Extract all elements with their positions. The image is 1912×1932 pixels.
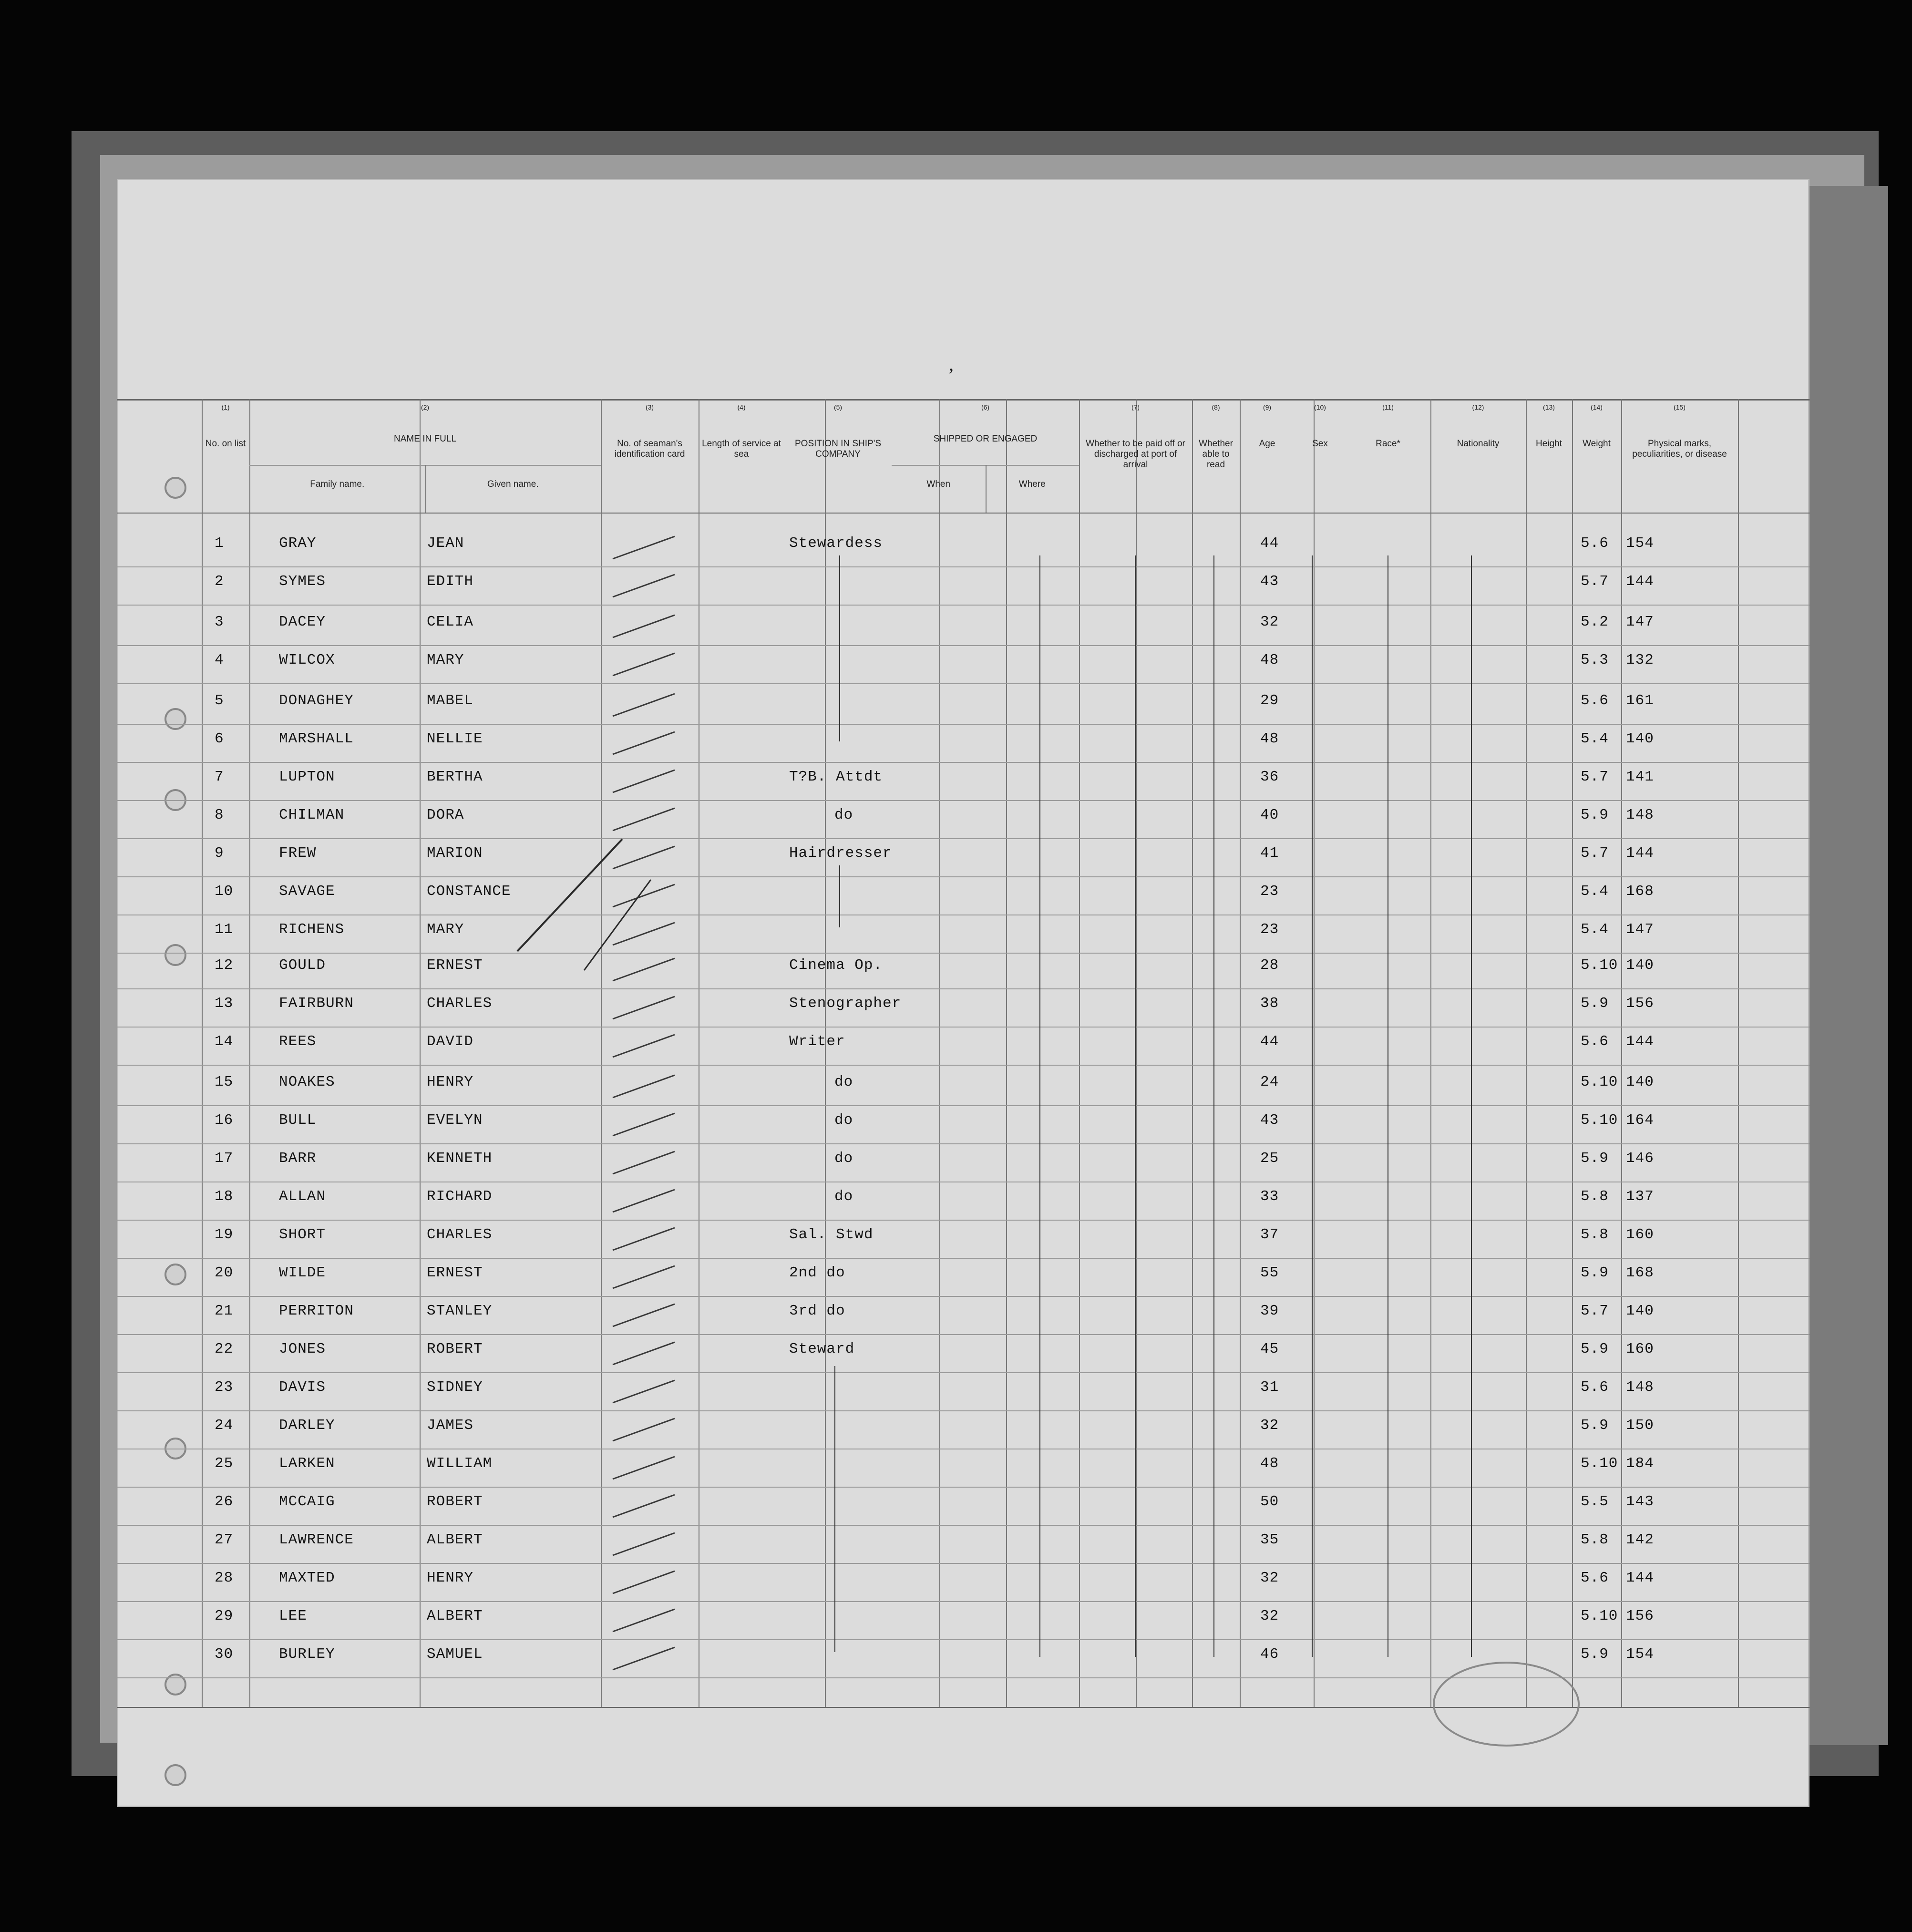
weight: 142 xyxy=(1626,1531,1654,1548)
age: 35 xyxy=(1260,1531,1279,1548)
position: Cinema Op. xyxy=(789,957,883,974)
list-number: 11 xyxy=(215,921,234,938)
weight: 184 xyxy=(1626,1455,1654,1472)
weight: 144 xyxy=(1626,1033,1654,1050)
list-number: 12 xyxy=(215,957,234,974)
weight: 160 xyxy=(1626,1341,1654,1357)
list-number: 2 xyxy=(215,573,224,590)
height: 5.10 xyxy=(1581,957,1618,974)
list-number: 7 xyxy=(215,769,224,785)
weight: 143 xyxy=(1626,1493,1654,1510)
weight: 147 xyxy=(1626,614,1654,630)
weight: 156 xyxy=(1626,995,1654,1012)
check-marks xyxy=(117,179,1809,1807)
height: 5.6 xyxy=(1581,692,1609,709)
family-name: LEE xyxy=(279,1608,307,1624)
given-name: DORA xyxy=(427,807,464,823)
column-header: Height xyxy=(1536,439,1562,449)
column-header: Whether able to read xyxy=(1199,439,1233,470)
age: 40 xyxy=(1260,807,1279,823)
background-sheet-edge xyxy=(1798,186,1888,1745)
weight: 168 xyxy=(1626,1264,1654,1281)
family-name: WILDE xyxy=(279,1264,326,1281)
given-name: JAMES xyxy=(427,1417,474,1434)
family-name: BARR xyxy=(279,1150,317,1167)
column-header: Nationality xyxy=(1457,439,1500,449)
list-number: 22 xyxy=(215,1341,234,1357)
weight: 148 xyxy=(1626,1379,1654,1396)
list-number: 6 xyxy=(215,730,224,747)
family-name: MAXTED xyxy=(279,1570,335,1586)
height: 5.6 xyxy=(1581,1379,1609,1396)
age: 50 xyxy=(1260,1493,1279,1510)
list-number: 19 xyxy=(215,1226,234,1243)
weight: 161 xyxy=(1626,692,1654,709)
family-name: ALLAN xyxy=(279,1188,326,1205)
list-number: 27 xyxy=(215,1531,234,1548)
height: 5.9 xyxy=(1581,1264,1609,1281)
given-name: CHARLES xyxy=(427,995,493,1012)
list-number: 5 xyxy=(215,692,224,709)
age: 28 xyxy=(1260,957,1279,974)
position: Writer xyxy=(789,1033,845,1050)
column-number: (14) xyxy=(1591,403,1603,411)
given-name: HENRY xyxy=(427,1570,474,1586)
given-name: KENNETH xyxy=(427,1150,493,1167)
height: 5.10 xyxy=(1581,1455,1618,1472)
family-name: LAWRENCE xyxy=(279,1531,354,1548)
column-subheader: Given name. xyxy=(487,479,539,489)
weight: 144 xyxy=(1626,1570,1654,1586)
age: 48 xyxy=(1260,730,1279,747)
height: 5.10 xyxy=(1581,1112,1618,1129)
column-header: SHIPPED OR ENGAGED xyxy=(933,434,1038,444)
height: 5.6 xyxy=(1581,1033,1609,1050)
column-number: (7) xyxy=(1131,403,1140,411)
list-number: 17 xyxy=(215,1150,234,1167)
position: Hairdresser xyxy=(789,845,892,862)
weight: 164 xyxy=(1626,1112,1654,1129)
age: 32 xyxy=(1260,614,1279,630)
height: 5.4 xyxy=(1581,921,1609,938)
weight: 168 xyxy=(1626,883,1654,900)
weight: 150 xyxy=(1626,1417,1654,1434)
height: 5.9 xyxy=(1581,1646,1609,1663)
height: 5.9 xyxy=(1581,1341,1609,1357)
family-name: CHILMAN xyxy=(279,807,345,823)
age: 43 xyxy=(1260,573,1279,590)
weight: 132 xyxy=(1626,652,1654,668)
age: 45 xyxy=(1260,1341,1279,1357)
list-number: 28 xyxy=(215,1570,234,1586)
age: 24 xyxy=(1260,1074,1279,1090)
given-name: HENRY xyxy=(427,1074,474,1090)
age: 48 xyxy=(1260,1455,1279,1472)
column-number: (2) xyxy=(421,403,430,411)
column-header: Age xyxy=(1259,439,1275,449)
weight: 141 xyxy=(1626,769,1654,785)
column-number: (3) xyxy=(645,403,654,411)
age: 44 xyxy=(1260,535,1279,552)
given-name: ERNEST xyxy=(427,1264,483,1281)
family-name: JONES xyxy=(279,1341,326,1357)
weight: 137 xyxy=(1626,1188,1654,1205)
weight: 140 xyxy=(1626,957,1654,974)
given-name: EVELYN xyxy=(427,1112,483,1129)
column-header: No. of seaman's identification card xyxy=(614,439,685,459)
weight: 140 xyxy=(1626,730,1654,747)
height: 5.9 xyxy=(1581,1417,1609,1434)
position: T?B. Attdt xyxy=(789,769,883,785)
height: 5.5 xyxy=(1581,1493,1609,1510)
height: 5.3 xyxy=(1581,652,1609,668)
given-name: MARY xyxy=(427,921,464,938)
age: 32 xyxy=(1260,1608,1279,1624)
age: 48 xyxy=(1260,652,1279,668)
given-name: EDITH xyxy=(427,573,474,590)
family-name: BULL xyxy=(279,1112,317,1129)
family-name: SYMES xyxy=(279,573,326,590)
given-name: CONSTANCE xyxy=(427,883,511,900)
given-name: SIDNEY xyxy=(427,1379,483,1396)
column-header: Physical marks, peculiarities, or disease xyxy=(1632,439,1727,459)
weight: 154 xyxy=(1626,535,1654,552)
given-name: MABEL xyxy=(427,692,474,709)
family-name: DAVIS xyxy=(279,1379,326,1396)
list-number: 25 xyxy=(215,1455,234,1472)
given-name: CELIA xyxy=(427,614,474,630)
height: 5.7 xyxy=(1581,769,1609,785)
weight: 144 xyxy=(1626,845,1654,862)
given-name: JEAN xyxy=(427,535,464,552)
height: 5.6 xyxy=(1581,535,1609,552)
given-name: SAMUEL xyxy=(427,1646,483,1663)
list-number: 3 xyxy=(215,614,224,630)
given-name: CHARLES xyxy=(427,1226,493,1243)
list-number: 4 xyxy=(215,652,224,668)
list-number: 23 xyxy=(215,1379,234,1396)
weight: 154 xyxy=(1626,1646,1654,1663)
family-name: MCCAIG xyxy=(279,1493,335,1510)
family-name: DONAGHEY xyxy=(279,692,354,709)
given-name: ROBERT xyxy=(427,1341,483,1357)
given-name: STANLEY xyxy=(427,1303,493,1319)
list-number: 1 xyxy=(215,535,224,552)
column-number: (4) xyxy=(737,403,746,411)
weight: 156 xyxy=(1626,1608,1654,1624)
height: 5.2 xyxy=(1581,614,1609,630)
family-name: GOULD xyxy=(279,957,326,974)
column-number: (12) xyxy=(1472,403,1484,411)
height: 5.7 xyxy=(1581,573,1609,590)
family-name: RICHENS xyxy=(279,921,345,938)
given-name: MARY xyxy=(427,652,464,668)
height: 5.9 xyxy=(1581,995,1609,1012)
family-name: LUPTON xyxy=(279,769,335,785)
height: 5.8 xyxy=(1581,1188,1609,1205)
weight: 140 xyxy=(1626,1074,1654,1090)
age: 41 xyxy=(1260,845,1279,862)
position: do xyxy=(834,1074,853,1090)
given-name: BERTHA xyxy=(427,769,483,785)
family-name: PERRITON xyxy=(279,1303,354,1319)
column-header: NAME IN FULL xyxy=(394,434,456,444)
column-number: (10) xyxy=(1314,403,1326,411)
column-header: Length of service at sea xyxy=(702,439,781,459)
height: 5.10 xyxy=(1581,1074,1618,1090)
height: 5.6 xyxy=(1581,1570,1609,1586)
list-number: 20 xyxy=(215,1264,234,1281)
given-name: DAVID xyxy=(427,1033,474,1050)
port-stamp xyxy=(1433,1662,1580,1747)
list-number: 8 xyxy=(215,807,224,823)
age: 31 xyxy=(1260,1379,1279,1396)
list-number: 10 xyxy=(215,883,234,900)
column-number: (11) xyxy=(1382,403,1394,411)
column-number: (9) xyxy=(1263,403,1272,411)
given-name: MARION xyxy=(427,845,483,862)
weight: 148 xyxy=(1626,807,1654,823)
height: 5.9 xyxy=(1581,1150,1609,1167)
position: Stewardess xyxy=(789,535,883,552)
age: 37 xyxy=(1260,1226,1279,1243)
given-name: NELLIE xyxy=(427,730,483,747)
column-number: (1) xyxy=(221,403,230,411)
family-name: NOAKES xyxy=(279,1074,335,1090)
given-name: ERNEST xyxy=(427,957,483,974)
family-name: DACEY xyxy=(279,614,326,630)
comma: , xyxy=(949,353,954,375)
family-name: FAIRBURN xyxy=(279,995,354,1012)
age: 33 xyxy=(1260,1188,1279,1205)
family-name: WILCOX xyxy=(279,652,335,668)
family-name: GRAY xyxy=(279,535,317,552)
height: 5.7 xyxy=(1581,845,1609,862)
age: 39 xyxy=(1260,1303,1279,1319)
list-number: 13 xyxy=(215,995,234,1012)
list-number: 18 xyxy=(215,1188,234,1205)
column-subheader: Family name. xyxy=(310,479,365,489)
column-subheader: When xyxy=(926,479,951,489)
weight: 140 xyxy=(1626,1303,1654,1319)
age: 25 xyxy=(1260,1150,1279,1167)
height: 5.8 xyxy=(1581,1226,1609,1243)
height: 5.4 xyxy=(1581,730,1609,747)
weight: 144 xyxy=(1626,573,1654,590)
given-name: RICHARD xyxy=(427,1188,493,1205)
column-number: (6) xyxy=(981,403,990,411)
given-name: ALBERT xyxy=(427,1608,483,1624)
family-name: BURLEY xyxy=(279,1646,335,1663)
height: 5.7 xyxy=(1581,1303,1609,1319)
family-name: LARKEN xyxy=(279,1455,335,1472)
age: 38 xyxy=(1260,995,1279,1012)
age: 29 xyxy=(1260,692,1279,709)
family-name: DARLEY xyxy=(279,1417,335,1434)
position: 2nd do xyxy=(789,1264,845,1281)
family-name: SAVAGE xyxy=(279,883,335,900)
position: Steward xyxy=(789,1341,855,1357)
list-number: 15 xyxy=(215,1074,234,1090)
column-header: Weight xyxy=(1583,439,1611,449)
age: 55 xyxy=(1260,1264,1279,1281)
list-number: 9 xyxy=(215,845,224,862)
position: Sal. Stwd xyxy=(789,1226,874,1243)
position: do xyxy=(834,807,853,823)
age: 46 xyxy=(1260,1646,1279,1663)
column-number: (5) xyxy=(833,403,843,411)
position: do xyxy=(834,1112,853,1129)
position: do xyxy=(834,1150,853,1167)
list-number: 21 xyxy=(215,1303,234,1319)
column-header: Race* xyxy=(1376,439,1400,449)
list-number: 14 xyxy=(215,1033,234,1050)
age: 32 xyxy=(1260,1570,1279,1586)
column-number: (15) xyxy=(1674,403,1686,411)
family-name: FREW xyxy=(279,845,317,862)
list-number: 24 xyxy=(215,1417,234,1434)
list-number: 16 xyxy=(215,1112,234,1129)
given-name: ALBERT xyxy=(427,1531,483,1548)
height: 5.4 xyxy=(1581,883,1609,900)
height: 5.9 xyxy=(1581,807,1609,823)
weight: 147 xyxy=(1626,921,1654,938)
height: 5.8 xyxy=(1581,1531,1609,1548)
age: 44 xyxy=(1260,1033,1279,1050)
family-name: REES xyxy=(279,1033,317,1050)
column-header: No. on list xyxy=(205,439,246,449)
position: Stenographer xyxy=(789,995,902,1012)
column-subheader: Where xyxy=(1018,479,1046,489)
age: 36 xyxy=(1260,769,1279,785)
list-number: 26 xyxy=(215,1493,234,1510)
age: 23 xyxy=(1260,921,1279,938)
given-name: ROBERT xyxy=(427,1493,483,1510)
list-number: 29 xyxy=(215,1608,234,1624)
column-header: Whether to be paid off or discharged at port of arrival xyxy=(1086,439,1185,470)
height: 5.10 xyxy=(1581,1608,1618,1624)
column-header: POSITION IN SHIP'S COMPANY xyxy=(795,439,881,459)
weight: 160 xyxy=(1626,1226,1654,1243)
age: 43 xyxy=(1260,1112,1279,1129)
position: do xyxy=(834,1188,853,1205)
family-name: SHORT xyxy=(279,1226,326,1243)
age: 32 xyxy=(1260,1417,1279,1434)
column-number: (8) xyxy=(1212,403,1220,411)
manifest-sheet xyxy=(117,179,1809,1807)
position: 3rd do xyxy=(789,1303,845,1319)
list-number: 30 xyxy=(215,1646,234,1663)
given-name: WILLIAM xyxy=(427,1455,493,1472)
age: 23 xyxy=(1260,883,1279,900)
weight: 146 xyxy=(1626,1150,1654,1167)
column-number: (13) xyxy=(1543,403,1555,411)
column-header: Sex xyxy=(1312,439,1328,449)
family-name: MARSHALL xyxy=(279,730,354,747)
